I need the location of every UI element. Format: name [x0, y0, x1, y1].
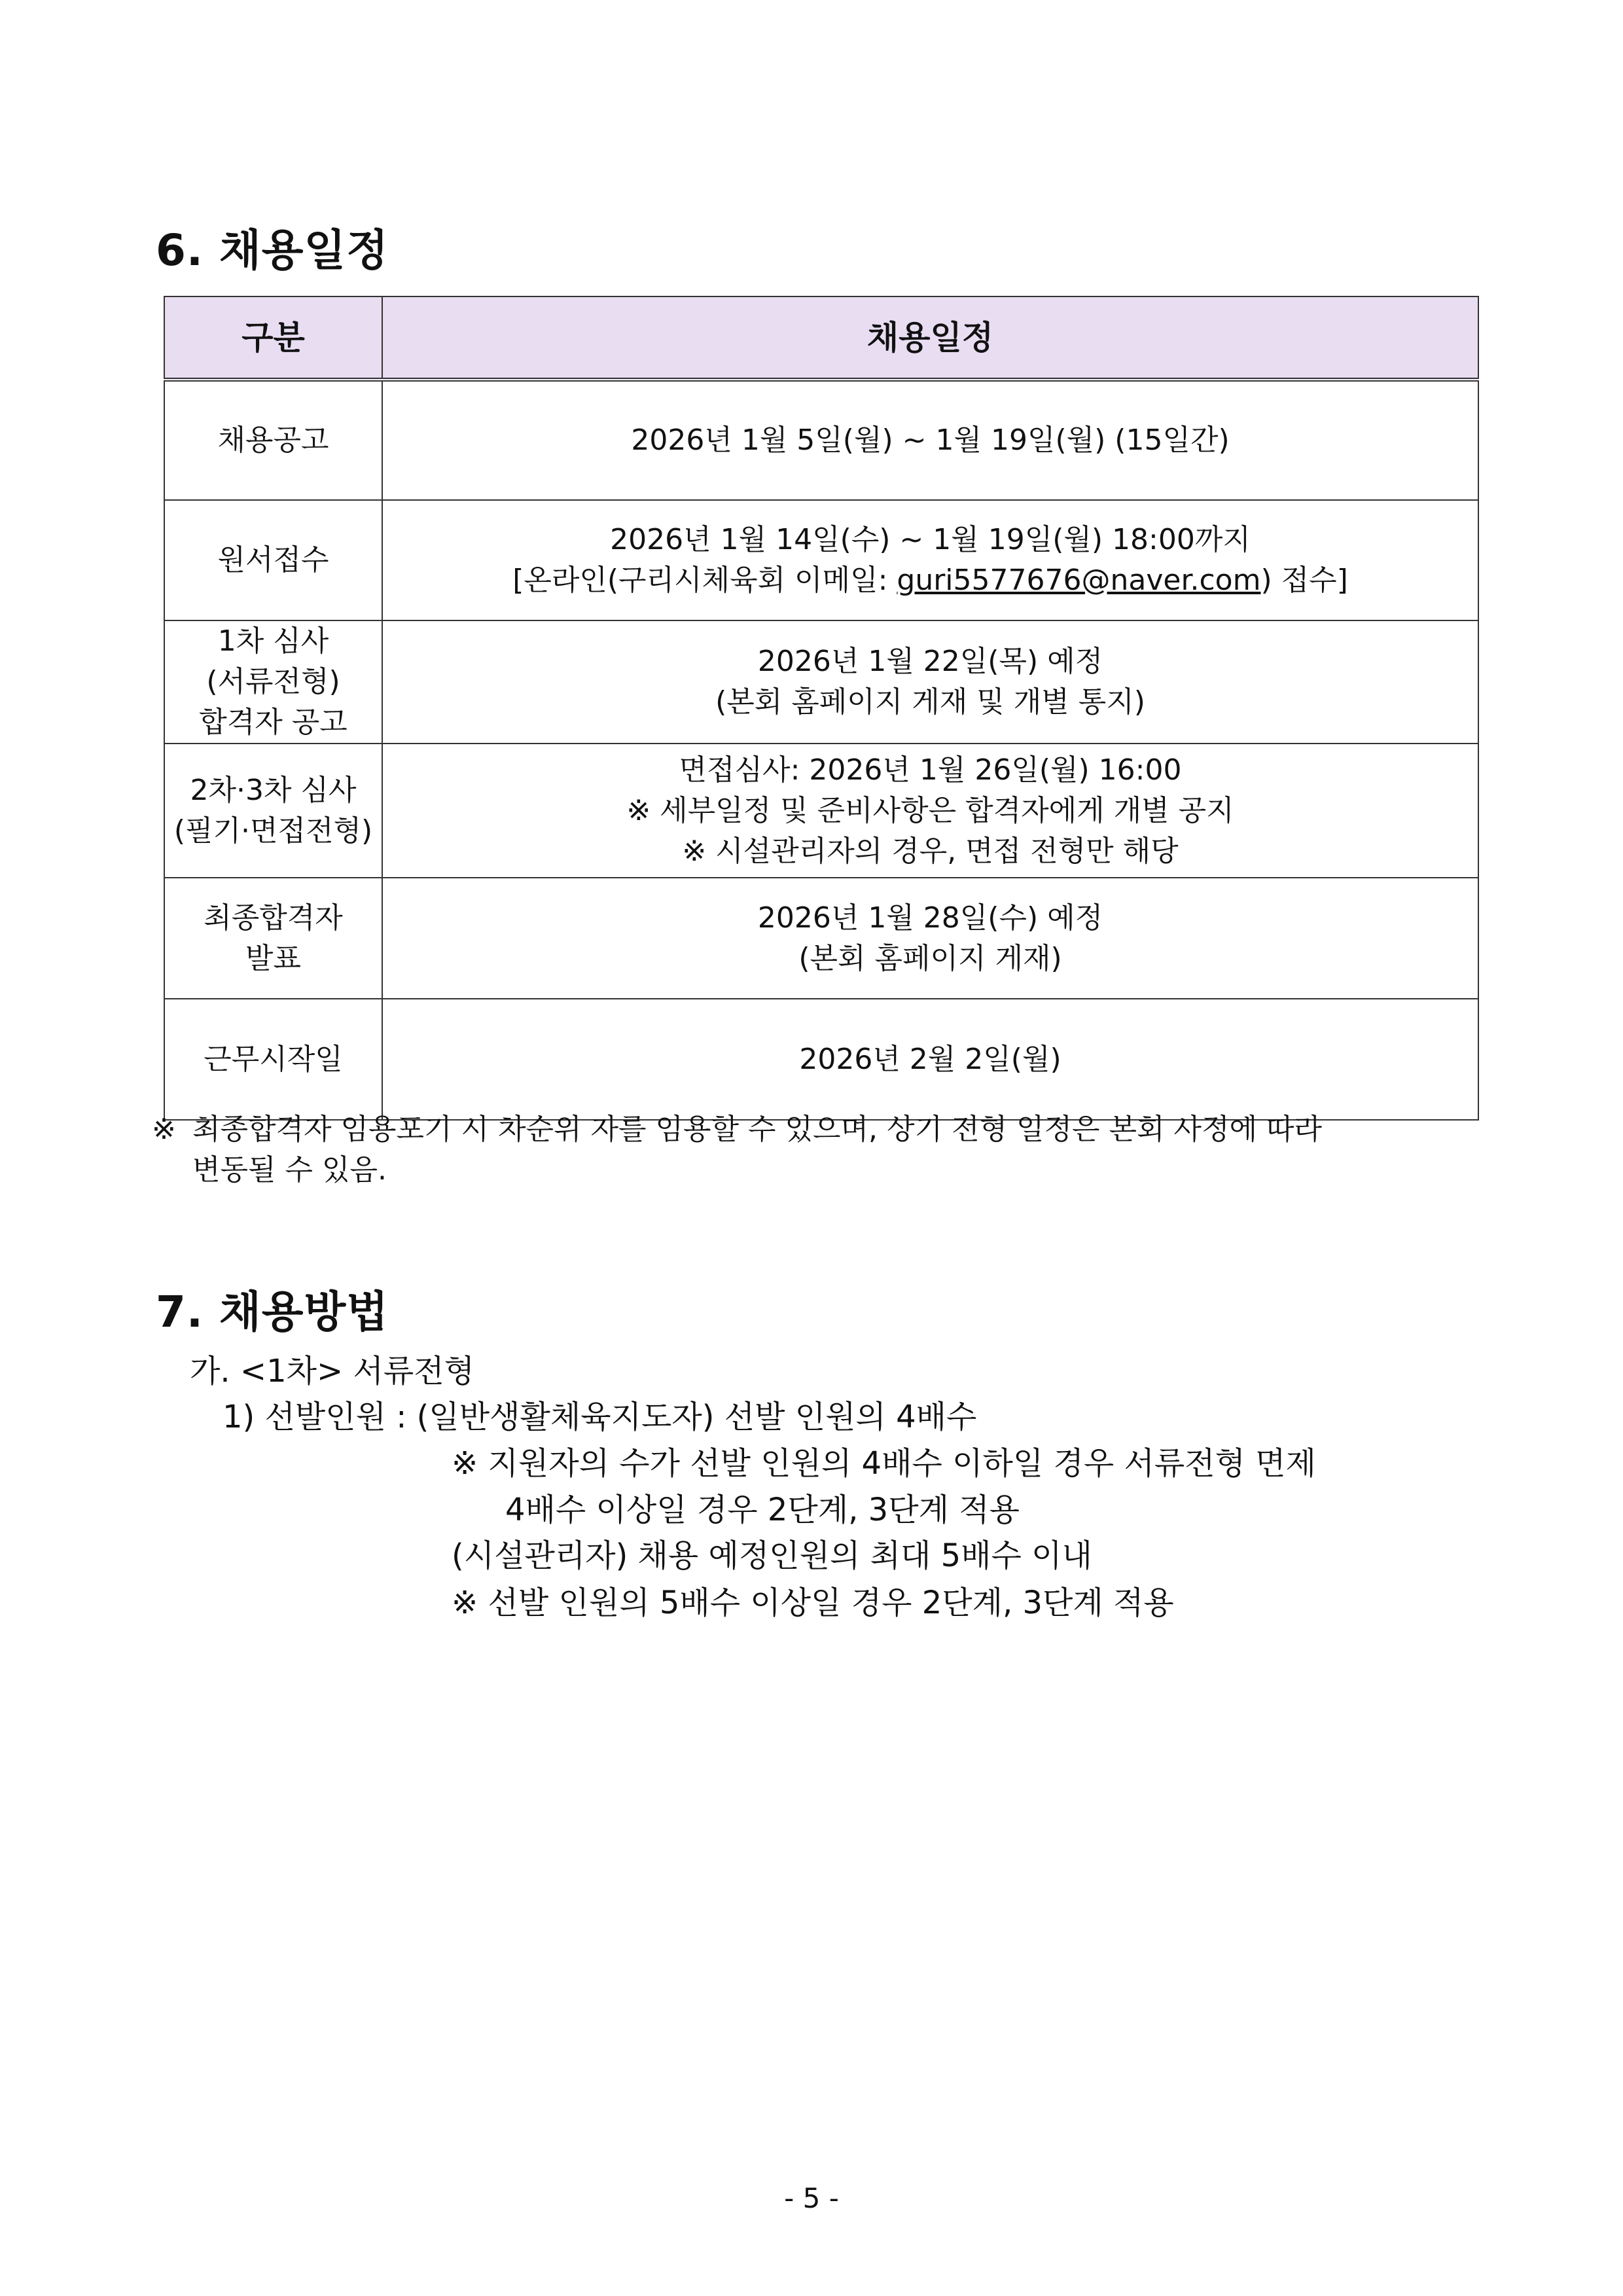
- content-line: ※ 시설관리자의 경우, 면접 전형만 해당: [682, 834, 1179, 868]
- footnote-line-2: 변동될 수 있음.: [192, 1153, 387, 1187]
- row-label: [164, 744, 382, 878]
- item-selection-count: 1) 선발인원 : (일반생활체육지도자) 선발 인원의 4배수: [223, 1399, 977, 1435]
- row-label: [164, 878, 382, 999]
- label-line: 원서접수: [217, 543, 329, 577]
- table-row: [164, 620, 1478, 744]
- label-line: 합격자 공고: [199, 706, 348, 739]
- table-header-row: [164, 296, 1478, 380]
- email-link[interactable]: guri5577676@naver.com: [897, 564, 1261, 597]
- content-line: 2026년 2월 2일(월): [799, 1042, 1061, 1076]
- table-row: [164, 878, 1478, 999]
- online-prefix: [온라인(구리시체육회 이메일:: [512, 564, 897, 597]
- row-label: [164, 620, 382, 744]
- content-line: ※ 세부일정 및 준비사항은 합격자에게 개별 공지: [626, 793, 1234, 827]
- content-line: (본회 홈페이지 게재): [798, 941, 1062, 975]
- facility-manager-count: (시설관리자) 채용 예정인원의 최대 5배수 이내: [452, 1537, 1092, 1574]
- row-content: [382, 500, 1478, 620]
- row-label: [164, 500, 382, 620]
- label-line: 발표: [245, 941, 301, 975]
- row-label: [164, 999, 382, 1120]
- label-line: 채용공고: [217, 423, 329, 457]
- row-content: [382, 380, 1478, 500]
- content-line: 2026년 1월 22일(목) 예정: [757, 645, 1103, 678]
- schedule-footnote: [152, 1109, 1461, 1191]
- online-suffix: ) 접수]: [1260, 564, 1348, 597]
- reference-mark: ※: [152, 1113, 176, 1146]
- label-line: 근무시작일: [204, 1042, 343, 1076]
- table-row: [164, 500, 1478, 620]
- row-content: [382, 620, 1478, 744]
- schedule-table: [164, 296, 1479, 1121]
- note-exemption-continued: 4배수 이상일 경우 2단계, 3단계 적용: [505, 1492, 1020, 1528]
- row-label: [164, 380, 382, 500]
- section-title-schedule: 6. 채용일정: [156, 225, 389, 276]
- label-line: 1차 심사: [217, 624, 329, 658]
- section-title-method: 7. 채용방법: [156, 1287, 389, 1337]
- label-line: 최종합격자: [204, 901, 343, 935]
- content-line: 2026년 1월 14일(수) ~ 1월 19일(월) 18:00까지: [610, 523, 1251, 556]
- table-row: [164, 744, 1478, 878]
- content-line: [389, 560, 1471, 601]
- header-category: 구분: [164, 296, 382, 380]
- table-row: [164, 999, 1478, 1120]
- header-schedule: 채용일정: [382, 296, 1478, 380]
- label-line: (서류전형): [206, 665, 340, 698]
- label-line: (필기·면접전형): [173, 814, 373, 848]
- table-row: [164, 380, 1478, 500]
- content-line: 2026년 1월 28일(수) 예정: [757, 901, 1103, 935]
- content-line: (본회 홈페이지 게재 및 개별 통지): [715, 685, 1145, 719]
- row-content: [382, 999, 1478, 1120]
- note-exemption: ※ 지원자의 수가 선발 인원의 4배수 이하일 경우 서류전형 면제: [452, 1445, 1316, 1482]
- item-document-screening: 가. <1차> 서류전형: [190, 1353, 474, 1390]
- note-facility: ※ 선발 인원의 5배수 이상일 경우 2단계, 3단계 적용: [452, 1585, 1174, 1621]
- content-line: 면접심사: 2026년 1월 26일(월) 16:00: [679, 753, 1182, 787]
- label-line: 2차·3차 심사: [190, 773, 357, 807]
- row-content: [382, 878, 1478, 999]
- footnote-line-1: 최종합격자 임용포기 시 차순위 자를 임용할 수 있으며, 상기 전형 일정은 본회 사정에 따라: [192, 1113, 1322, 1146]
- page-number: - 5 -: [784, 2182, 839, 2214]
- row-content: [382, 744, 1478, 878]
- content-line: 2026년 1월 5일(월) ~ 1월 19일(월) (15일간): [631, 423, 1230, 457]
